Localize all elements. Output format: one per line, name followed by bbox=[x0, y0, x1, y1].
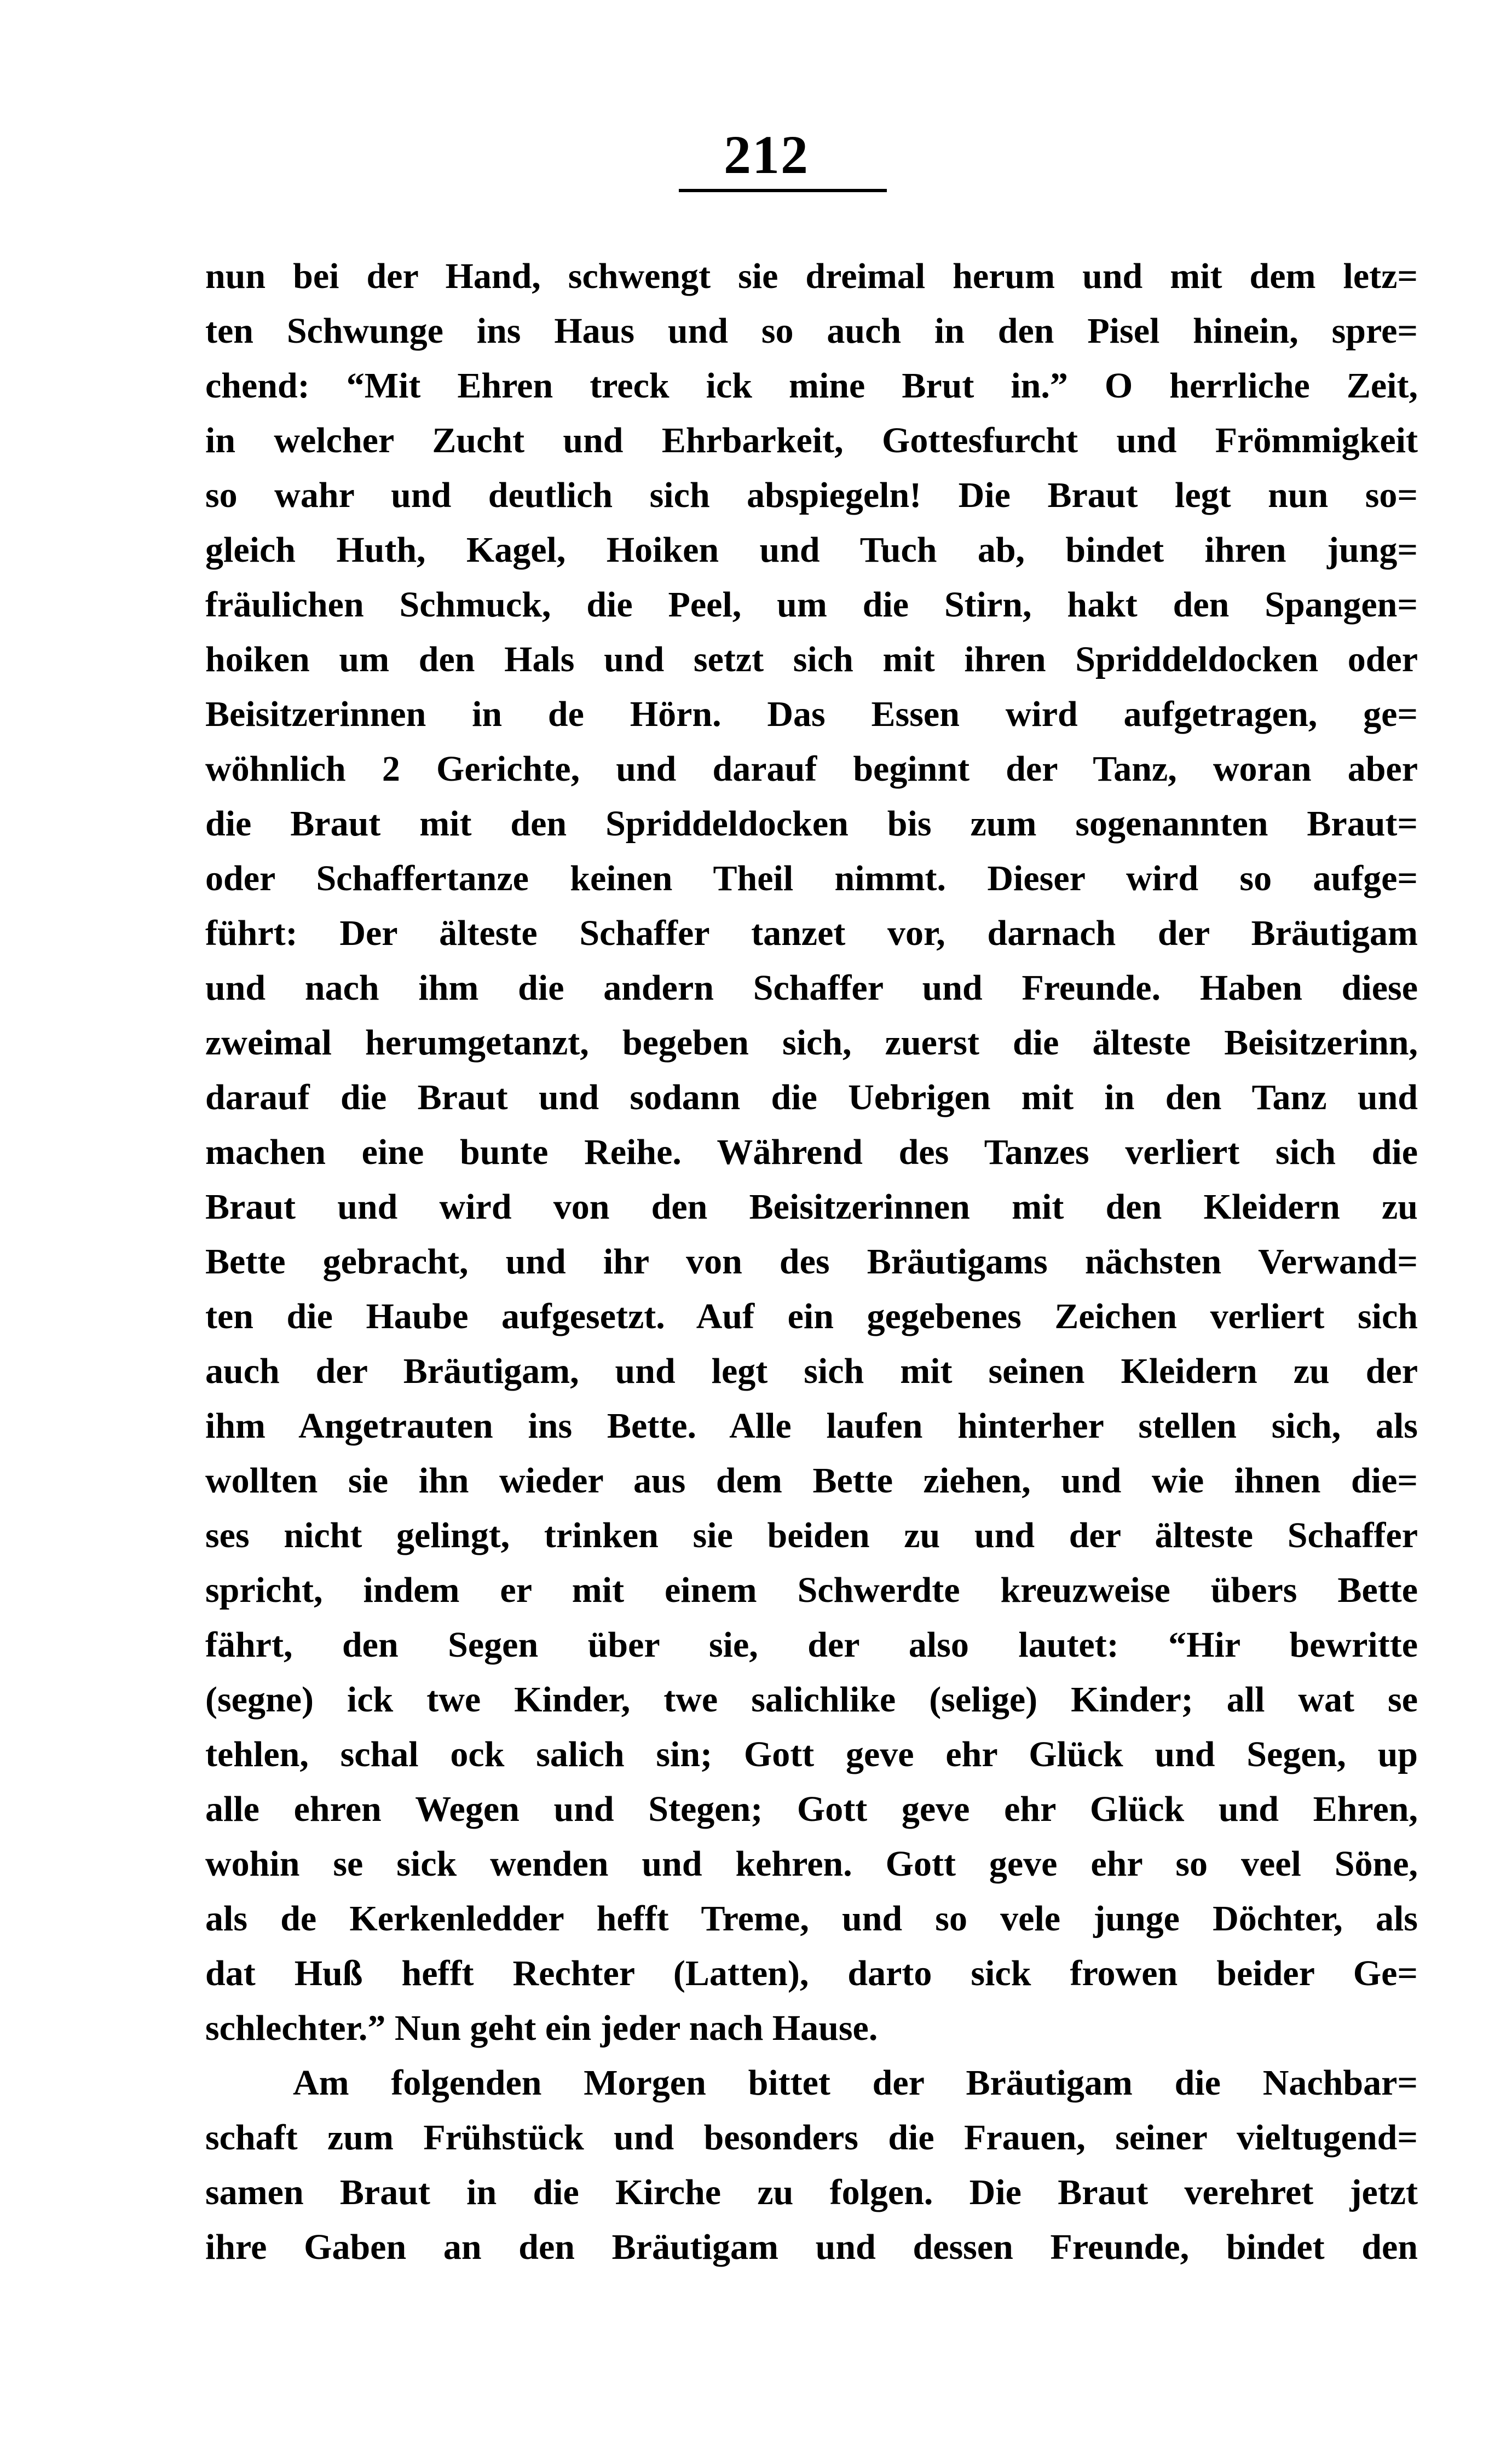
text-line: wohin se sick wenden und kehren. Gott geve ehr so veel Söne, bbox=[205, 1844, 1418, 1884]
text-line: Braut und wird von den Beisitzerinnen mit den Kleidern zu bbox=[205, 1187, 1418, 1227]
page-number: 212 bbox=[724, 124, 809, 185]
text-line: in welcher Zucht und Ehrbarkeit, Gottesfurcht und Frömmigkeit bbox=[205, 420, 1418, 460]
text-line: ihre Gaben an den Bräutigam und dessen Freunde, bindet den bbox=[205, 2227, 1418, 2267]
text-line: darauf die Braut und sodann die Uebrigen mit in den Tanz und bbox=[205, 1077, 1418, 1117]
text-line: spricht, indem er mit einem Schwerdte kreuzweise übers Bette bbox=[205, 1570, 1418, 1610]
text-line: Am folgenden Morgen bittet der Bräutigam die Nachbar= bbox=[293, 2063, 1418, 2103]
text-line: ihm Angetrauten ins Bette. Alle laufen hinterher stellen sich, als bbox=[205, 1406, 1418, 1446]
text-line: als de Kerkenledder hefft Treme, und so vele junge Döchter, als bbox=[205, 1899, 1418, 1939]
text-line: machen eine bunte Reihe. Während des Tanzes verliert sich die bbox=[205, 1132, 1418, 1172]
text-line: fährt, den Segen über sie, der also lautet: “Hir bewritte bbox=[205, 1625, 1418, 1665]
text-line: ten Schwunge ins Haus und so auch in den Pisel hinein, spre= bbox=[205, 311, 1418, 351]
text-line: nun bei der Hand, schwengt sie dreimal herum und mit dem letz= bbox=[205, 256, 1418, 296]
text-line: fräulichen Schmuck, die Peel, um die Stirn, hakt den Spangen= bbox=[205, 585, 1418, 625]
text-line: zweimal herumgetanzt, begeben sich, zuerst die älteste Beisitzerinn, bbox=[205, 1023, 1418, 1063]
text-line: gleich Huth, Kagel, Hoiken und Tuch ab, bindet ihren jung= bbox=[205, 530, 1418, 570]
text-line: dat Huß hefft Rechter (Latten), darto sick frowen beider Ge= bbox=[205, 1953, 1418, 1993]
text-line: so wahr und deutlich sich abspiegeln! Die Braut legt nun so= bbox=[205, 475, 1418, 515]
text-line: auch der Bräutigam, und legt sich mit seinen Kleidern zu der bbox=[205, 1351, 1418, 1391]
header-rule bbox=[679, 189, 887, 192]
text-line: alle ehren Wegen und Stegen; Gott geve ehr Glück und Ehren, bbox=[205, 1789, 1418, 1829]
text-line: oder Schaffertanze keinen Theil nimmt. Dieser wird so aufge= bbox=[205, 858, 1418, 898]
text-line: die Braut mit den Spriddeldocken bis zum sogenannten Braut= bbox=[205, 804, 1418, 844]
text-line: ses nicht gelingt, trinken sie beiden zu und der älteste Schaffer bbox=[205, 1515, 1418, 1555]
text-line: schlechter.” Nun geht ein jeder nach Hause. bbox=[205, 2008, 878, 2048]
body-text bbox=[205, 249, 1418, 2275]
text-line: wöhnlich 2 Gerichte, und darauf beginnt der Tanz, woran aber bbox=[205, 749, 1418, 789]
text-line: und nach ihm die andern Schaffer und Freunde. Haben diese bbox=[205, 968, 1418, 1008]
text-line: chend: “Mit Ehren treck ick mine Brut in.” O herrliche Zeit, bbox=[205, 366, 1418, 406]
text-line: schaft zum Frühstück und besonders die Frauen, seiner vieltugend= bbox=[205, 2118, 1418, 2158]
text-line: Beisitzerinnen in de Hörn. Das Essen wird aufgetragen, ge= bbox=[205, 694, 1418, 734]
text-line: ten die Haube aufgesetzt. Auf ein gegebenes Zeichen verliert sich bbox=[205, 1296, 1418, 1336]
text-line: samen Braut in die Kirche zu folgen. Die Braut verehret jetzt bbox=[205, 2172, 1418, 2212]
text-line: hoiken um den Hals und setzt sich mit ihren Spriddeldocken oder bbox=[205, 639, 1418, 679]
text-line: (segne) ick twe Kinder, twe salichlike (selige) Kinder; all wat se bbox=[205, 1680, 1418, 1720]
text-line: wollten sie ihn wieder aus dem Bette ziehen, und wie ihnen die= bbox=[205, 1461, 1418, 1501]
text-line: führt: Der älteste Schaffer tanzet vor, darnach der Bräutigam bbox=[205, 913, 1418, 953]
text-line: Bette gebracht, und ihr von des Bräutigams nächsten Verwand= bbox=[205, 1242, 1418, 1282]
text-line: tehlen, schal ock salich sin; Gott geve ehr Glück und Segen, up bbox=[205, 1734, 1418, 1774]
